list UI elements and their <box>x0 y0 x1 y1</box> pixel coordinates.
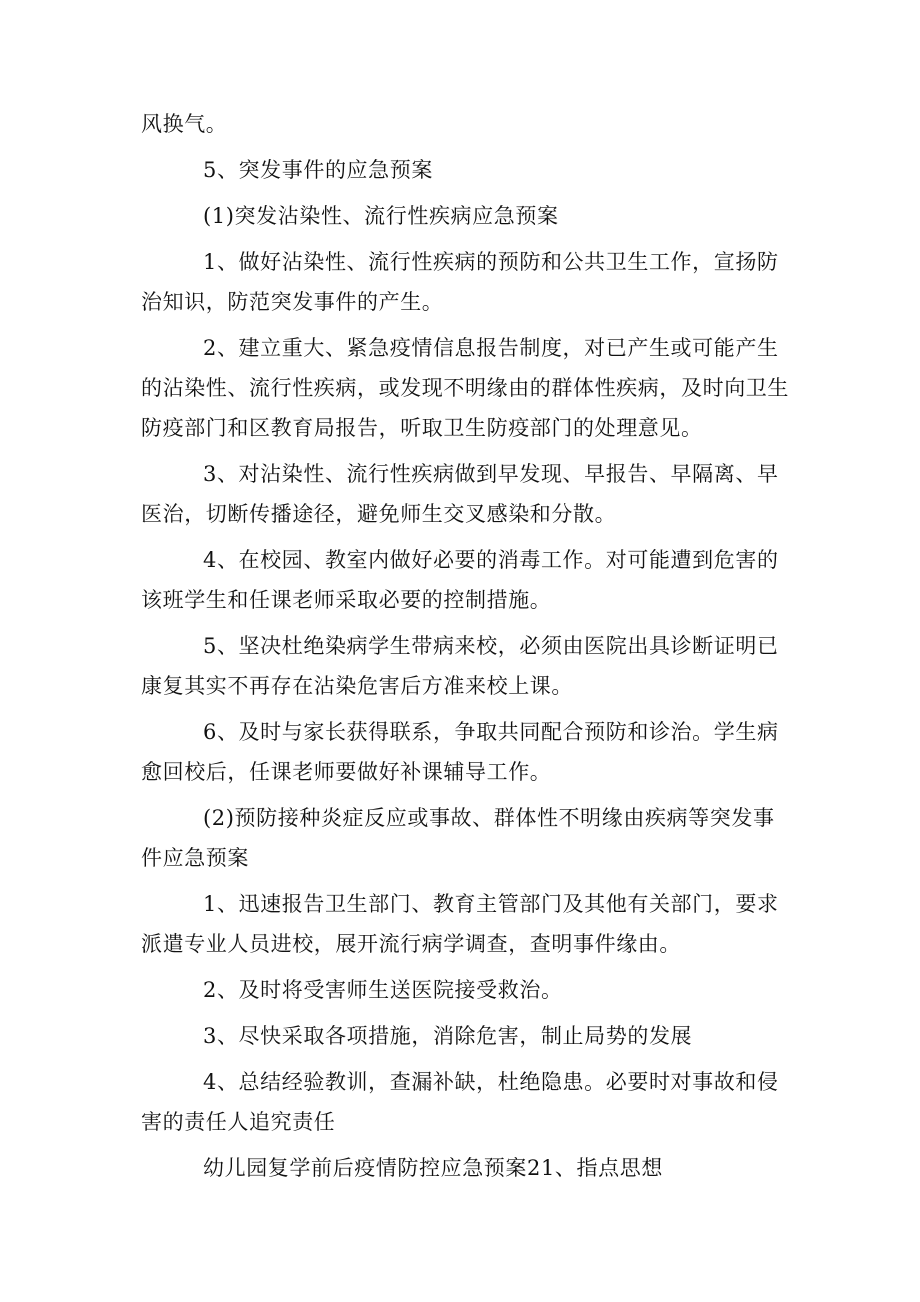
paragraph-continuation: 风换气。 <box>141 112 228 136</box>
section-heading: 幼儿园复学前后疫情防控应急预案21、指点思想 <box>203 1156 663 1180</box>
subsection-heading: (1)突发沾染性、流行性疾病应急预案 <box>203 204 559 228</box>
section-heading: 5、突发事件的应急预案 <box>203 158 433 182</box>
paragraph: 3、尽快采取各项措施，消除危害，制止局势的发展 <box>203 1024 693 1048</box>
paragraph: 5、坚决杜绝染病学生带病来校，必须由医院出具诊断证明已康复其实不再存在沾染危害后方准来校上课。 <box>141 634 779 698</box>
paragraph: 1、迅速报告卫生部门、教育主管部门及其他有关部门，要求派遣专业人员进校，展开流行病学调查，查明事件缘由。 <box>141 892 779 956</box>
paragraph: 4、总结经验教训，查漏补缺，杜绝隐患。必要时对事故和侵害的责任人追究责任 <box>141 1070 779 1134</box>
document-body <box>141 104 791 1194</box>
subsection-heading: (2)预防接种炎症反应或事故、群体性不明缘由疾病等突发事件应急预案 <box>141 806 775 870</box>
paragraph: 6、及时与家长获得联系，争取共同配合预防和诊治。学生病愈回校后，任课老师要做好补课辅导工作。 <box>141 720 779 784</box>
paragraph: 4、在校园、教室内做好必要的消毒工作。对可能遭到危害的该班学生和任课老师采取必要的控制措施。 <box>141 548 779 612</box>
paragraph: 2、及时将受害师生送医院接受救治。 <box>203 978 563 1002</box>
paragraph: 2、建立重大、紧急疫情信息报告制度，对已产生或可能产生的沾染性、流行性疾病，或发现不明缘由的群体性疾病，及时向卫生防疫部门和区教育局报告，听取卫生防疫部门的处理意见。 <box>141 336 789 440</box>
paragraph: 1、做好沾染性、流行性疾病的预防和公共卫生工作，宣扬防治知识，防范突发事件的产生。 <box>141 250 779 314</box>
paragraph: 3、对沾染性、流行性疾病做到早发现、早报告、早隔离、早医治，切断传播途径，避免师生交叉感染和分散。 <box>141 462 779 526</box>
